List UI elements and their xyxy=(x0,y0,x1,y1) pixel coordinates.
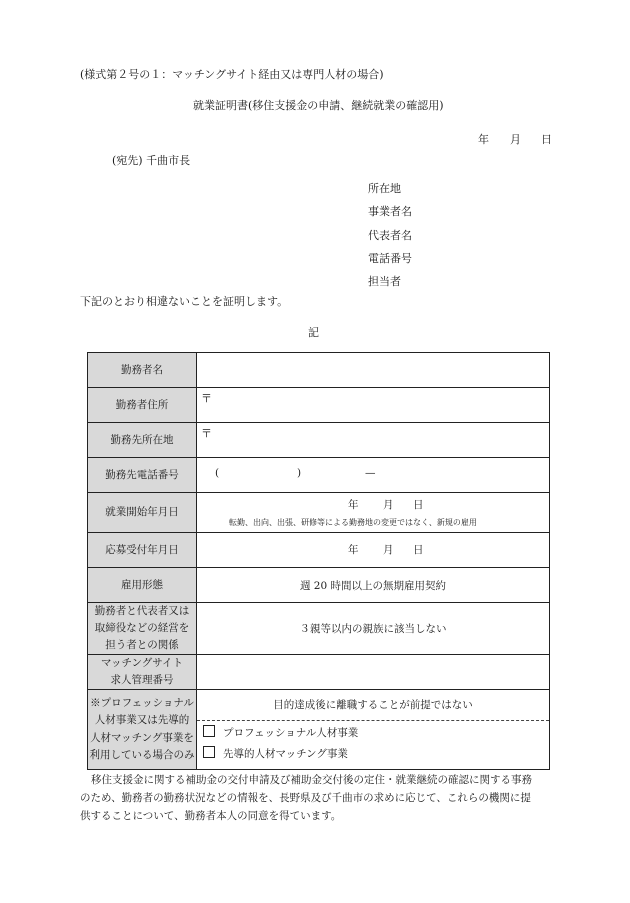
relation-value: ３親等以内の親族に該当しない xyxy=(197,603,550,655)
matching-label-line2: 求人管理番号 xyxy=(110,674,174,686)
phone-dash: — xyxy=(365,467,376,479)
certificate-table xyxy=(87,352,550,770)
row-workplace-phone xyxy=(88,458,550,493)
date-month: 月 xyxy=(510,133,521,146)
option-leading-label: 先導的人材マッチング事業 xyxy=(223,748,348,760)
row-relation xyxy=(88,603,550,655)
row-employment-type xyxy=(88,568,550,603)
worker-name-field[interactable] xyxy=(197,353,550,388)
date-day: 日 xyxy=(541,133,552,146)
application-date-label: 応募受付年月日 xyxy=(88,533,197,568)
consent-paragraph xyxy=(80,771,555,825)
phone-open-paren: ( xyxy=(215,467,220,479)
application-year: 年 xyxy=(348,544,359,556)
application-month: 月 xyxy=(383,544,394,556)
start-date-label: 就業開始年月日 xyxy=(88,493,197,533)
certification-statement: 下記のとおり相違ないことを証明します。 xyxy=(80,295,289,308)
pro-label-line1: ※プロフェッショナル xyxy=(90,696,194,709)
pro-label-line2: 人材事業又は先導的 xyxy=(94,714,190,726)
start-month: 月 xyxy=(383,498,394,511)
application-day: 日 xyxy=(413,544,424,556)
workplace-phone-label: 勤務先電話番号 xyxy=(88,458,197,493)
postal-mark: 〒 xyxy=(201,392,212,405)
matching-number-field[interactable] xyxy=(197,655,550,690)
consent-line2: のため、勤務者の勤務状況などの情報を、長野県及び千曲市の求めに応じて、これらの機関に提 xyxy=(80,792,531,804)
document-title: 就業証明書(移住支援金の申請、継続就業の確認用) xyxy=(193,99,444,112)
start-date-note: 転勤、出向、出張、研修等による勤務地の変更ではなく、新規の雇用 xyxy=(229,517,477,527)
consent-line3: 供することについて、勤務者本人の同意を得ています。 xyxy=(80,810,342,822)
employer-address-label: 所在地 xyxy=(368,182,401,195)
worker-address-label: 勤務者住所 xyxy=(88,388,197,423)
row-start-date xyxy=(88,493,550,533)
row-worker-name xyxy=(88,353,550,388)
professional-label xyxy=(88,690,197,770)
phone-close-paren: ) xyxy=(297,467,302,479)
checkbox-leading[interactable] xyxy=(203,746,215,758)
application-date-field[interactable] xyxy=(197,533,550,568)
worker-name-label: 勤務者名 xyxy=(88,353,197,388)
addressee: (宛先) 千曲市長 xyxy=(112,154,191,167)
relation-label-line1: 勤務者と代表者又は xyxy=(94,605,190,617)
row-matching-number xyxy=(88,655,550,690)
row-worker-address xyxy=(88,388,550,423)
form-number: (様式第２号の１：マッチングサイト経由又は専門人材の場合) xyxy=(80,68,384,81)
relation-label-line2: 取締役などの経営を xyxy=(94,622,190,634)
row-workplace-address xyxy=(88,423,550,458)
workplace-address-label: 勤務先所在地 xyxy=(88,423,197,458)
relation-label xyxy=(88,603,197,655)
matching-number-label xyxy=(88,655,197,690)
row-professional xyxy=(88,690,550,770)
pro-statement: 目的達成後に離職することが前提ではない xyxy=(197,690,549,721)
start-day: 日 xyxy=(413,498,424,511)
start-year: 年 xyxy=(348,498,359,511)
contact-person-label: 担当者 xyxy=(368,275,401,288)
pro-label-line3: 人材マッチング事業を xyxy=(90,731,194,744)
option-professional-label: プロフェッショナル人材事業 xyxy=(223,727,359,739)
matching-label-line1: マッチングサイト xyxy=(100,657,184,669)
professional-field xyxy=(197,690,550,770)
postal-mark: 〒 xyxy=(201,427,212,440)
employment-type-label: 雇用形態 xyxy=(88,568,197,603)
start-date-field[interactable] xyxy=(197,493,550,533)
date-year: 年 xyxy=(478,133,489,146)
consent-line1: 移住支援金に関する補助金の交付申請及び補助金交付後の定住・就業継続の確認に関する事務 xyxy=(91,774,532,786)
option-leading[interactable] xyxy=(197,744,549,765)
employer-phone-label: 電話番号 xyxy=(368,252,412,265)
ki-mark: 記 xyxy=(308,326,319,339)
row-application-date xyxy=(88,533,550,568)
pro-label-line4: 利用している場合のみ xyxy=(89,749,195,761)
option-professional[interactable] xyxy=(197,723,549,744)
employer-name-label: 事業者名 xyxy=(368,205,412,218)
relation-label-line3: 担う者との関係 xyxy=(105,639,179,651)
representative-label: 代表者名 xyxy=(368,229,412,242)
worker-address-field[interactable] xyxy=(197,388,550,423)
checkbox-professional[interactable] xyxy=(203,725,215,737)
employment-type-value: 週 20 時間以上の無期雇用契約 xyxy=(197,568,550,603)
workplace-address-field[interactable] xyxy=(197,423,550,458)
workplace-phone-field[interactable] xyxy=(197,458,550,493)
